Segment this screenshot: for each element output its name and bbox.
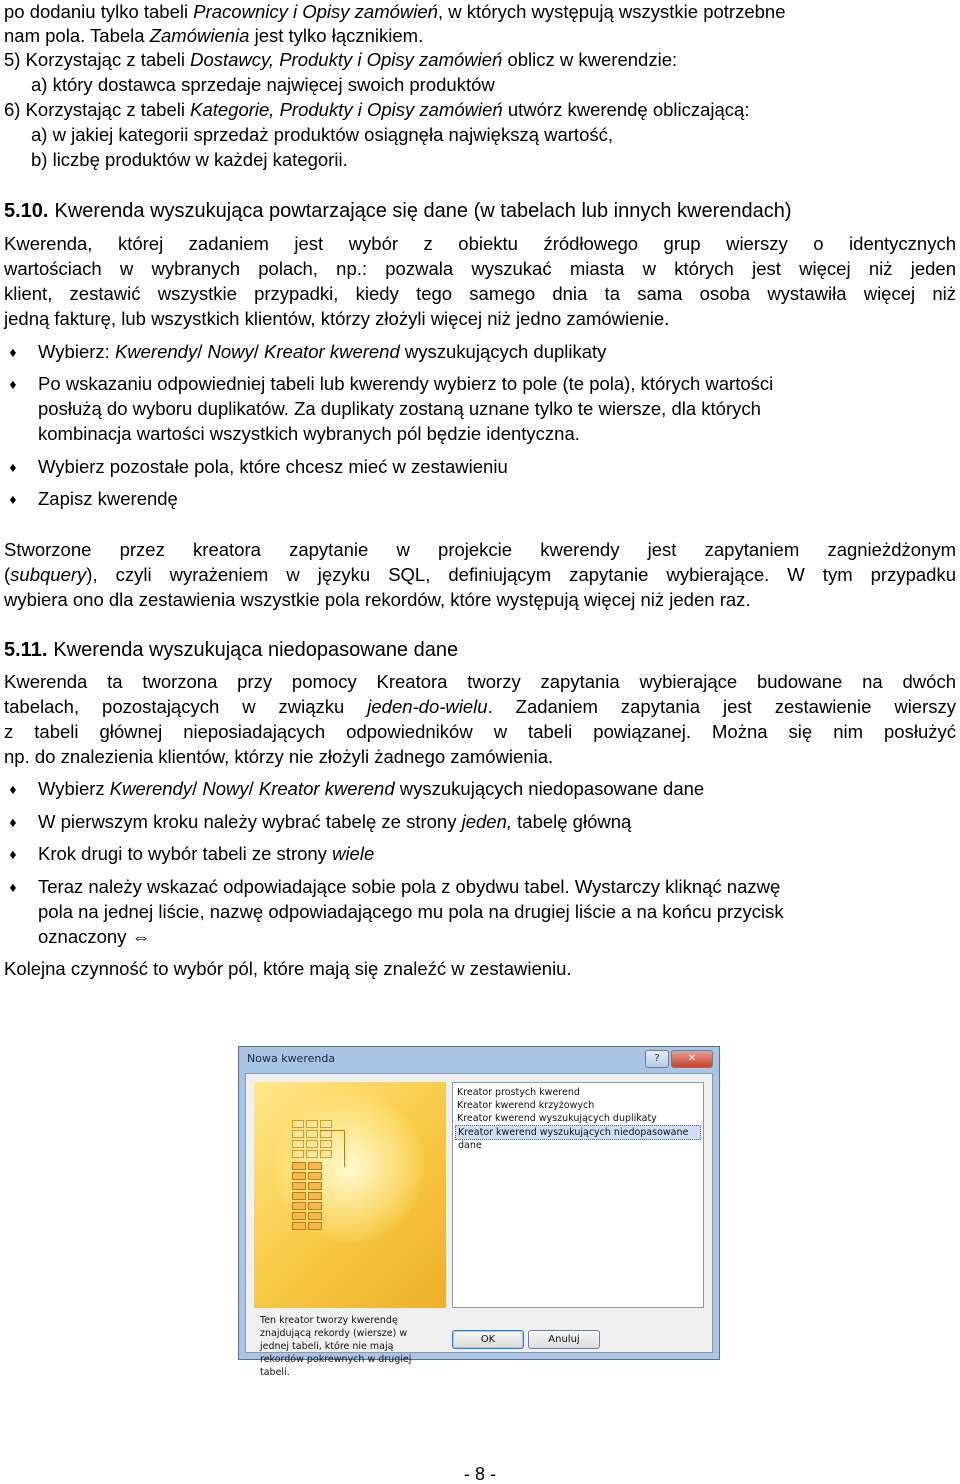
intro-line-1: po dodaniu tylko tabeli Pracownicy i Opisy zamówień, w których występują wszystkie potrzebne: [4, 1, 786, 22]
exercise-5: 5) Korzystając z tabeli Dostawcy, Produkty i Opisy zamówień oblicz w kwerendzie:: [4, 49, 678, 70]
bullet-diamond-icon: ♦: [9, 781, 17, 797]
wizard-list-item[interactable]: Kreator kwerend krzyżowych: [457, 1100, 595, 1111]
section-5-10-para-line: Kwerenda, której zadaniem jest wybór z obiektu źródłowego grup wierszy o identycznych: [4, 233, 956, 254]
bullet-diamond-icon: ♦: [9, 459, 17, 475]
bullet-diamond-icon: ♦: [9, 879, 17, 895]
section-5-10-para2-line: Stworzone przez kreatora zapytanie w projekcie kwerendy jest zapytaniem zagnieżdżonym: [4, 539, 956, 560]
step-select-fields-line: Po wskazaniu odpowiedniej tabeli lub kwerendy wybierz to pole (te pola), których wartości: [38, 373, 774, 394]
intro-line-2: nam pola. Tabela Zamówienia jest tylko łącznikiem.: [4, 25, 424, 46]
section-5-11-heading: 5.11. Kwerenda wyszukująca niedopasowane dane: [4, 639, 459, 661]
section-5-11-para-line: tabelach, pozostających w związku jeden-do-wielu. Zadaniem zapytania jest zestawienie wierszy: [4, 696, 957, 717]
bullet-diamond-icon: ♦: [9, 846, 17, 862]
step-match-fields-line: Teraz należy wskazać odpowiadające sobie pola z obydwu tabel. Wystarczy kliknąć nazwę: [38, 876, 781, 897]
section-5-10-para-line: wartościach w wybranych polach, np.: pozwala wyszukać miasta w których jest więcej niż jeden: [4, 258, 956, 279]
step-second-table: Krok drugi to wybór tabeli ze strony wiele: [38, 843, 375, 864]
bullet-diamond-icon: ♦: [9, 491, 17, 507]
step-save-query: Zapisz kwerendę: [38, 488, 178, 509]
section-5-11-para-line: z tabeli głównej nieposiadających odpowiedników w tabeli powiązanej. Można się nim posłużyć: [4, 721, 956, 742]
exercise-5a: a) który dostawca sprzedaje najwięcej swoich produktów: [31, 74, 495, 95]
wizard-list-item[interactable]: Kreator kwerend wyszukujących duplikaty: [457, 1113, 657, 1124]
help-button[interactable]: ?: [645, 1050, 669, 1068]
step-match-fields-line: pola na jednej liście, nazwę odpowiadającego mu pola na drugiej liście a na końcu przycisk: [38, 901, 784, 922]
wizard-list: [452, 1082, 704, 1308]
exercise-6: 6) Korzystając z tabeli Kategorie, Produkty i Opisy zamówień utwórz kwerendę obliczającą:: [4, 99, 750, 120]
bullet-diamond-icon: ♦: [9, 376, 17, 392]
section-5-10-para2-line: (subquery), czyli wyrażeniem w języku SQL, definiującym zapytanie wybierające. W tym przypadku: [4, 564, 956, 585]
close-button[interactable]: ✕: [671, 1050, 713, 1068]
section-5-11-para-line: np. do znalezienia klientów, którzy nie złożyli żadnego zamówienia.: [4, 746, 554, 767]
exercise-6a: a) w jakiej kategorii sprzedaż produktów osiągnęła największą wartość,: [31, 124, 614, 145]
step-select-fields-line: kombinacja wartości wszystkich wybranych pól będzie identyczna.: [38, 423, 580, 444]
step-other-fields: Wybierz pozostałe pola, które chcesz mieć w zestawieniu: [38, 456, 508, 477]
section-5-10-para-line: jedną fakturę, lub wszystkich klientów, którzy złożyli więcej niż jedno zamówienie.: [4, 308, 670, 329]
section-5-10-heading: 5.10. Kwerenda wyszukująca powtarzające się dane (w tabelach lub innych kwerendach): [4, 200, 792, 222]
exercise-6b: b) liczbę produktów w każdej kategorii.: [31, 149, 348, 170]
section-5-10-para-line: klient, zestawić wszystkie przypadki, kiedy tego samego dnia ta sama osoba wystawiła więcej niż: [4, 283, 956, 304]
bullet-diamond-icon: ♦: [9, 814, 17, 830]
section-5-11-after: Kolejna czynność to wybór pól, które mają się znaleźć w zestawieniu.: [4, 958, 572, 979]
step-first-table: W pierwszym kroku należy wybrać tabelę ze strony jeden, tabelę główną: [38, 811, 632, 832]
step-match-fields-line: oznaczony ⇔: [38, 926, 151, 947]
cancel-button[interactable]: Anuluj: [528, 1330, 600, 1349]
section-5-11-para-line: Kwerenda ta tworzona przy pomocy Kreatora tworzy zapytania wybierające budowane na dwóch: [4, 671, 956, 692]
double-arrow-icon: ⇔: [131, 926, 151, 947]
wizard-list-item-selected[interactable]: Kreator kwerend wyszukujących niedopasowane dane: [455, 1125, 701, 1140]
section-5-10-para2-line: wybiera ono dla zestawienia wszystkie pola rekordów, które występują więcej niż jeden raz.: [4, 589, 751, 610]
step-select-fields-line: posłużą do wyboru duplikatów. Za duplikaty zostaną uznane tylko te wiersze, dla których: [38, 398, 761, 419]
relation-line-icon: [320, 1130, 345, 1167]
wizard-list-item[interactable]: Kreator prostych kwerend: [457, 1087, 580, 1098]
step-choose-unmatched-wizard: Wybierz Kwerendy/ Nowy/ Kreator kwerend wyszukujących niedopasowane dane: [38, 778, 705, 799]
table-grid-icon: [292, 1162, 322, 1230]
step-choose-duplicates-wizard: Wybierz: Kwerendy/ Nowy/ Kreator kwerend wyszukujących duplikaty: [38, 341, 607, 362]
wizard-illustration: [254, 1082, 446, 1308]
dialog-title: Nowa kwerenda: [247, 1052, 336, 1065]
bullet-diamond-icon: ♦: [9, 344, 17, 360]
ok-button[interactable]: OK: [452, 1330, 524, 1349]
wizard-description: Ten kreator tworzy kwerendę znajdującą rekordy (wiersze) w jednej tabeli, które nie mają rekordów pokrewnych w drugiej tabeli.: [260, 1315, 412, 1378]
new-query-dialog: [238, 1046, 720, 1378]
page-number: - 8 -: [463, 1464, 496, 1484]
